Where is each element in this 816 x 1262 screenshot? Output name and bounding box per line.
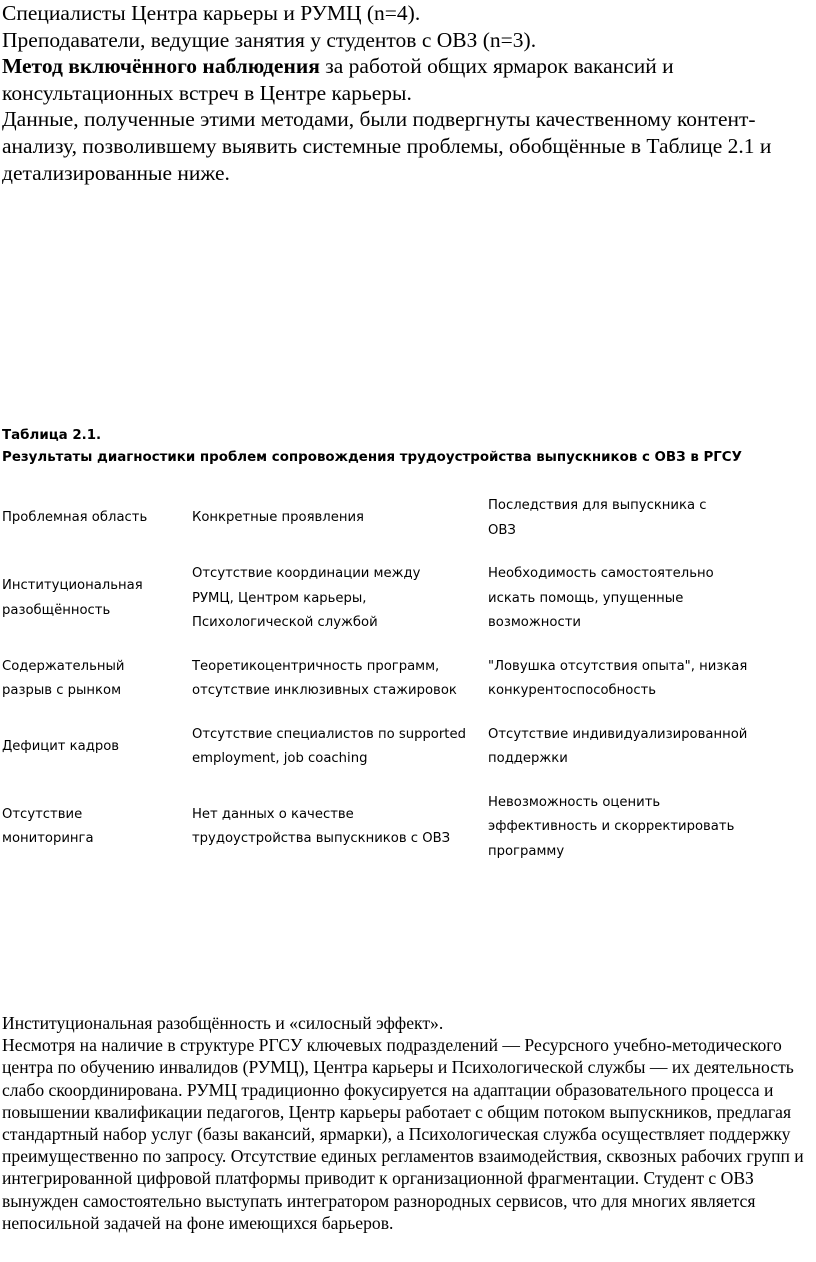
table-cell-consequence: Отсутствие индивидуализированной поддержки (488, 726, 748, 766)
table-row (2, 723, 814, 772)
table-header-row (2, 494, 814, 543)
intro-text (2, 0, 814, 186)
diagnostics-table (2, 494, 814, 864)
table-cell-area: Отсутствие мониторинга (2, 806, 94, 847)
table-caption (2, 425, 814, 469)
table-cell-manifestation: Отсутствие специалистов по supported employment, job coaching (192, 726, 466, 766)
table-row (2, 791, 814, 865)
table-cell-area: Институциональная разобщённость (2, 578, 143, 618)
section-heading: Институциональная разобщённость и «силосный эффект». (2, 1013, 444, 1033)
intro-method-rest: за работой общих ярмарок вакансий и консультационных встреч в Центре карьеры. (2, 54, 674, 105)
section-institutional-disconnection (2, 1012, 814, 1234)
table-header-cell: Конкретные проявления (192, 510, 364, 526)
table-row (2, 655, 814, 704)
intro-analysis: Данные, полученные этими методами, были подвергнуты качественному контент-анализу, позволившему выявить системные проблемы, обобщённые в Таблице 2.1 и детализированные ниже. (2, 107, 772, 185)
table-cell-consequence: "Ловушка отсутствия опыта", низкая конкурентоспособность (488, 658, 748, 698)
intro-method (2, 53, 814, 106)
intro-method-bold: Метод включённого наблюдения (2, 54, 320, 79)
table-cell-consequence: Необходимость самостоятельно искать помощь, упущенные возможности (488, 566, 714, 630)
table-caption-number: Таблица 2.1. (2, 428, 102, 443)
table-row (2, 562, 814, 636)
table-cell-area: Дефицит кадров (2, 738, 120, 754)
intro-line-teachers: Преподаватели, ведущие занятия у студентов с ОВЗ (n=3). (2, 27, 537, 52)
table-caption-title: Результаты диагностики проблем сопровождения трудоустройства выпускников с ОВЗ в РГСУ (2, 450, 742, 465)
table-header-cell: Последствия для выпускника с ОВЗ (488, 498, 707, 538)
table-cell-manifestation: Отсутствие координации между РУМЦ, Центром карьеры, Психологической службой (192, 566, 421, 630)
intro-line-specialists: Специалисты Центра карьеры и РУМЦ (n=4). (2, 1, 421, 25)
table-cell-consequence: Невозможность оценить эффективность и скорректировать программу (488, 794, 735, 859)
table-cell-area: Содержательный разрыв с рынком (2, 658, 125, 698)
table-header-cell: Проблемная область (2, 510, 148, 526)
section-paragraph: Несмотря на наличие в структуре РГСУ ключевых подразделений — Ресурсного учебно-методического центра по обучению инвалидов (РУМЦ), Центра карьеры и Психологической службы — их деятельность слабо скоординирована. РУМЦ традиционно фокусируется на адаптации образовательного процесса и повышении квалификации педагогов, Центр карьеры работает с общим потоком выпускников, предлагая стандартный набор услуг (базы вакансий, ярмарки), а Психологическая служба осуществляет поддержку преимущественно по запросу. Отсутствие единых регламентов взаимодействия, сквозных рабочих групп и интегрированной цифровой платформы приводит к организационной фрагментации. Студент с ОВЗ вынужден самостоятельно выступать интегратором разнородных сервисов, что для многих является непосильной задачей на фоне имеющихся барьеров. (2, 1035, 804, 1233)
table-cell-manifestation: Нет данных о качестве трудоустройства выпускников с ОВЗ (192, 806, 451, 847)
table-cell-manifestation: Теоретикоцентричность программ, отсутствие инклюзивных стажировок (192, 658, 457, 698)
